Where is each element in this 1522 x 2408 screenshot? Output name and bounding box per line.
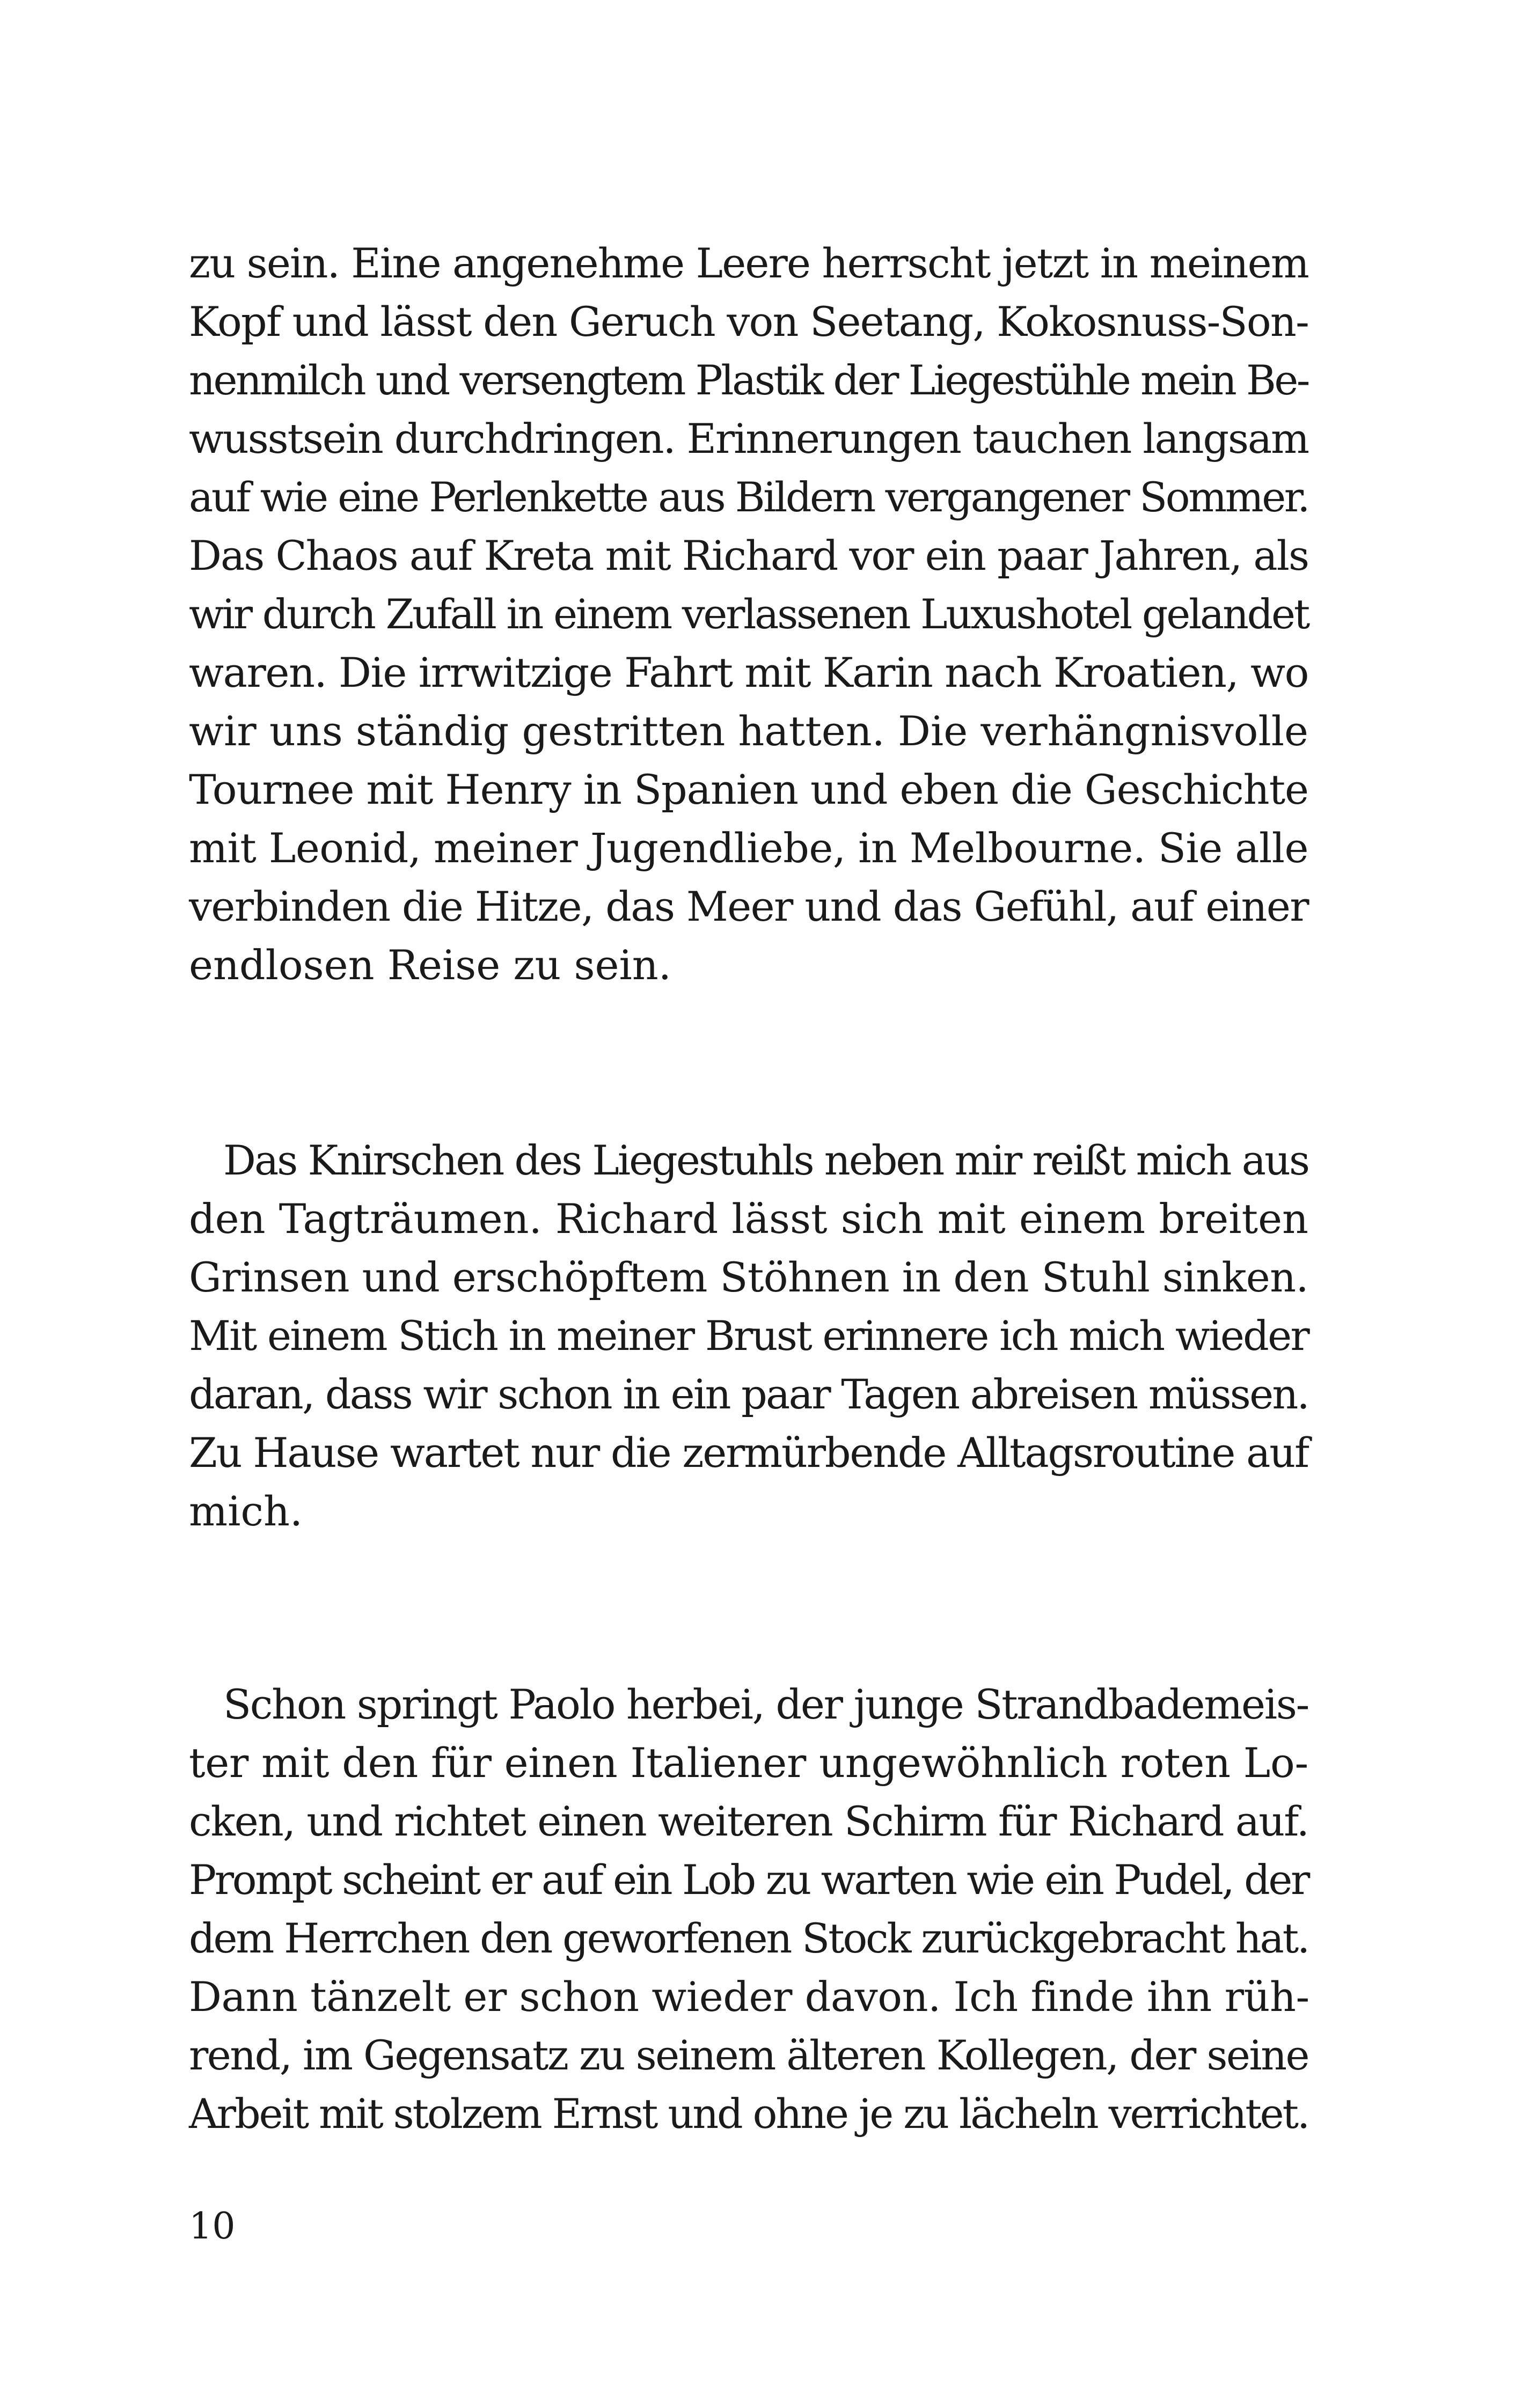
- text-line: Prompt scheint er auf ein Lob zu warten wie ein Pudel, der: [189, 1856, 1308, 1904]
- text-line: cken, und richtet einen weiteren Schirm für Richard auf.: [189, 1797, 1308, 1845]
- paragraph-2: [189, 1131, 1308, 1540]
- text-line: rend, im Gegensatz zu seinem älteren Kollegen, der seine: [189, 2031, 1308, 2079]
- text-line: dem Herrchen den geworfenen Stock zurückgebracht hat.: [189, 1914, 1308, 1962]
- text-line: wir uns ständig gestritten hatten. Die verhängnisvolle: [189, 707, 1308, 755]
- text-line: daran, dass wir schon in ein paar Tagen abreisen müssen.: [189, 1370, 1308, 1418]
- text-line: endlosen Reise zu sein.: [189, 941, 671, 989]
- text-line: nenmilch und versengtem Plastik der Liegestühle mein Be-: [189, 356, 1308, 404]
- text-line: mit Leonid, meiner Jugendliebe, in Melbourne. Sie alle: [189, 824, 1308, 872]
- page-number: 10: [189, 2205, 236, 2248]
- text-line: mich.: [189, 1487, 303, 1535]
- text-line: Zu Hause wartet nur die zermürbende Alltagsroutine auf: [189, 1429, 1308, 1477]
- text-line: wusstsein durchdringen. Erinnerungen tauchen langsam: [189, 415, 1308, 462]
- text-line: Dann tänzelt er schon wieder davon. Ich finde ihn rüh-: [189, 1973, 1309, 2021]
- text-line: waren. Die irrwitzige Fahrt mit Karin nach Kroatien, wo: [189, 649, 1308, 696]
- text-line: ter mit den für einen Italiener ungewöhnlich roten Lo-: [189, 1739, 1308, 1787]
- text-line: den Tagträumen. Richard lässt sich mit einem breiten: [189, 1195, 1308, 1243]
- text-line: Das Knirschen des Liegestuhls neben mir reißt mich aus: [223, 1136, 1308, 1184]
- text-line: Mit einem Stich in meiner Brust erinnere ich mich wieder: [189, 1312, 1308, 1360]
- text-line: verbinden die Hitze, das Meer und das Gefühl, auf einer: [189, 883, 1308, 930]
- text-line: Kopf und lässt den Geruch von Seetang, Kokosnuss-Son-: [189, 298, 1308, 346]
- text-line: wir durch Zufall in einem verlassenen Luxushotel gelandet: [189, 590, 1308, 638]
- text-line: Tournee mit Henry in Spanien und eben die Geschichte: [189, 766, 1308, 813]
- text-line: auf wie eine Perlenkette aus Bildern vergangener Sommer.: [189, 473, 1308, 521]
- paragraph-3: [189, 1675, 1308, 2143]
- text-line: Arbeit mit stolzem Ernst und ohne je zu lächeln verrichtet.: [189, 2090, 1308, 2138]
- text-line: zu sein. Eine angenehme Leere herrscht jetzt in meinem: [189, 239, 1308, 287]
- text-line: Das Chaos auf Kreta mit Richard vor ein paar Jahren, als: [189, 532, 1309, 579]
- paragraph-1: [189, 234, 1308, 994]
- text-line: Schon springt Paolo herbei, der junge Strandbademeis-: [223, 1680, 1309, 1728]
- text-line: Grinsen und erschöpftem Stöhnen in den Stuhl sinken.: [189, 1253, 1308, 1301]
